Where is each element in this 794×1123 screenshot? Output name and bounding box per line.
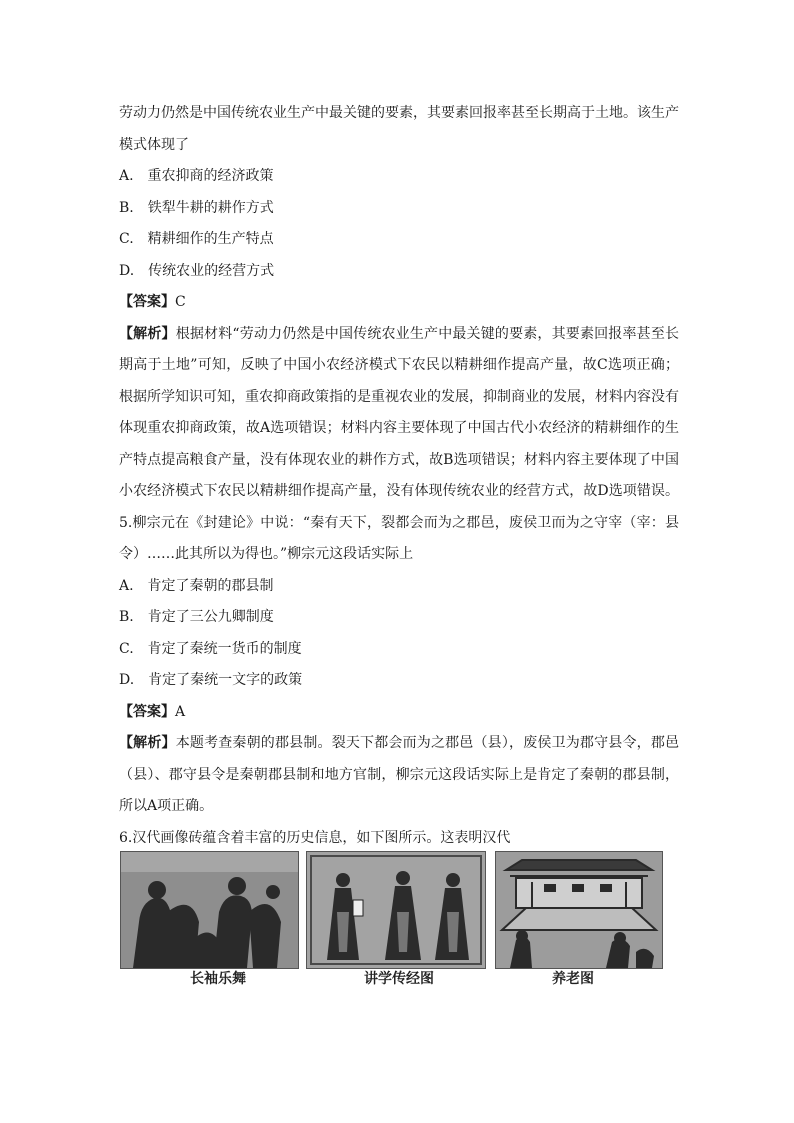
q4-stem-line: 劳动力仍然是中国传统农业生产中最关键的要素，其要素回报率甚至长期高于土地。该生产 <box>119 105 679 121</box>
q6-stem-line: 6.汉代画像砖蕴含着丰富的历史信息，如下图所示。这表明汉代 <box>119 829 511 846</box>
dance-brick-image <box>120 851 299 969</box>
q4-option-d: D. 传统农业的经营方式 <box>119 262 275 279</box>
q4-option-a: A. 重农抑商的经济政策 <box>119 168 274 184</box>
answer-tag: 【答案】 <box>119 294 175 310</box>
q4-option-c: C. 精耕细作的生产特点 <box>119 231 274 247</box>
q5-option-d: D. 肯定了秦统一文字的政策 <box>119 672 303 688</box>
han-brick-figures <box>120 851 662 969</box>
q5-analysis-line: （县）、郡守县令是秦朝郡县制和地方官制，柳宗元这段话实际上是肯定了秦朝的郡县制， <box>119 766 679 783</box>
q5-stem-line: 5.柳宗元在《封建论》中说：“秦有天下，裂都会而为之郡邑，废侯卫而为之守宰（宰：县 <box>119 514 679 531</box>
elderly-care-brick-image <box>495 851 663 969</box>
q4-analysis-line: 期高于土地”可知，反映了中国小农经济模式下农民以精耕细作提高产量，故C选项正确； <box>119 357 679 373</box>
analysis-text: 根据材料“劳动力仍然是中国传统农业生产中最关键的要素，其要素回报率甚至长 <box>175 325 680 342</box>
q5-option-a: A. 肯定了秦朝的郡县制 <box>119 577 274 594</box>
q4-analysis-line: 体现重农抑商政策，故A选项错误；材料内容主要体现了中国古代小农经济的精耕细作的生 <box>119 420 679 436</box>
q4-analysis-line: 产特点提高粮食产量，没有体现农业的耕作方式，故B选项错误；材料内容主要体现了中国 <box>119 451 679 468</box>
q4-analysis-line: 根据所学知识可知，重农抑商政策指的是重视农业的发展，抑制商业的发展，材料内容没有 <box>119 388 679 405</box>
figure-caption-lecture: 讲学传经图 <box>364 971 434 987</box>
analysis-tag: 【解析】 <box>119 325 176 342</box>
document-page <box>119 98 679 854</box>
q4-answer <box>119 287 679 319</box>
q4-analysis-line <box>119 319 679 351</box>
q5-option-c: C. 肯定了秦统一货币的制度 <box>119 640 302 657</box>
answer-tag: 【答案】 <box>119 703 175 720</box>
q4-stem-line: 模式体现了 <box>119 136 189 153</box>
q5-answer <box>119 697 679 729</box>
q4-option-b: B. 铁犁牛耕的耕作方式 <box>119 199 274 216</box>
lecture-brick-image <box>306 851 486 969</box>
figure-caption-elderly-care: 养老图 <box>552 971 594 987</box>
q5-analysis-line <box>119 728 679 760</box>
answer-value: C <box>175 294 186 310</box>
figure-caption-dance: 长袖乐舞 <box>190 971 246 987</box>
q4-analysis-line: 小农经济模式下农民以精耕细作提高产量，没有体现传统农业的经营方式，故D选项错误。 <box>119 483 679 499</box>
analysis-text: 本题考查秦朝的郡县制。裂天下都会而为之郡邑（县），废侯卫为郡守县令，郡邑 <box>175 735 679 751</box>
analysis-tag: 【解析】 <box>119 735 176 751</box>
answer-value: A <box>175 703 186 720</box>
q5-analysis-line: 所以A项正确。 <box>119 798 214 814</box>
q5-option-b: B. 肯定了三公九卿制度 <box>119 609 274 625</box>
q5-stem-line: 令）……此其所以为得也。”柳宗元这段话实际上 <box>119 546 414 562</box>
